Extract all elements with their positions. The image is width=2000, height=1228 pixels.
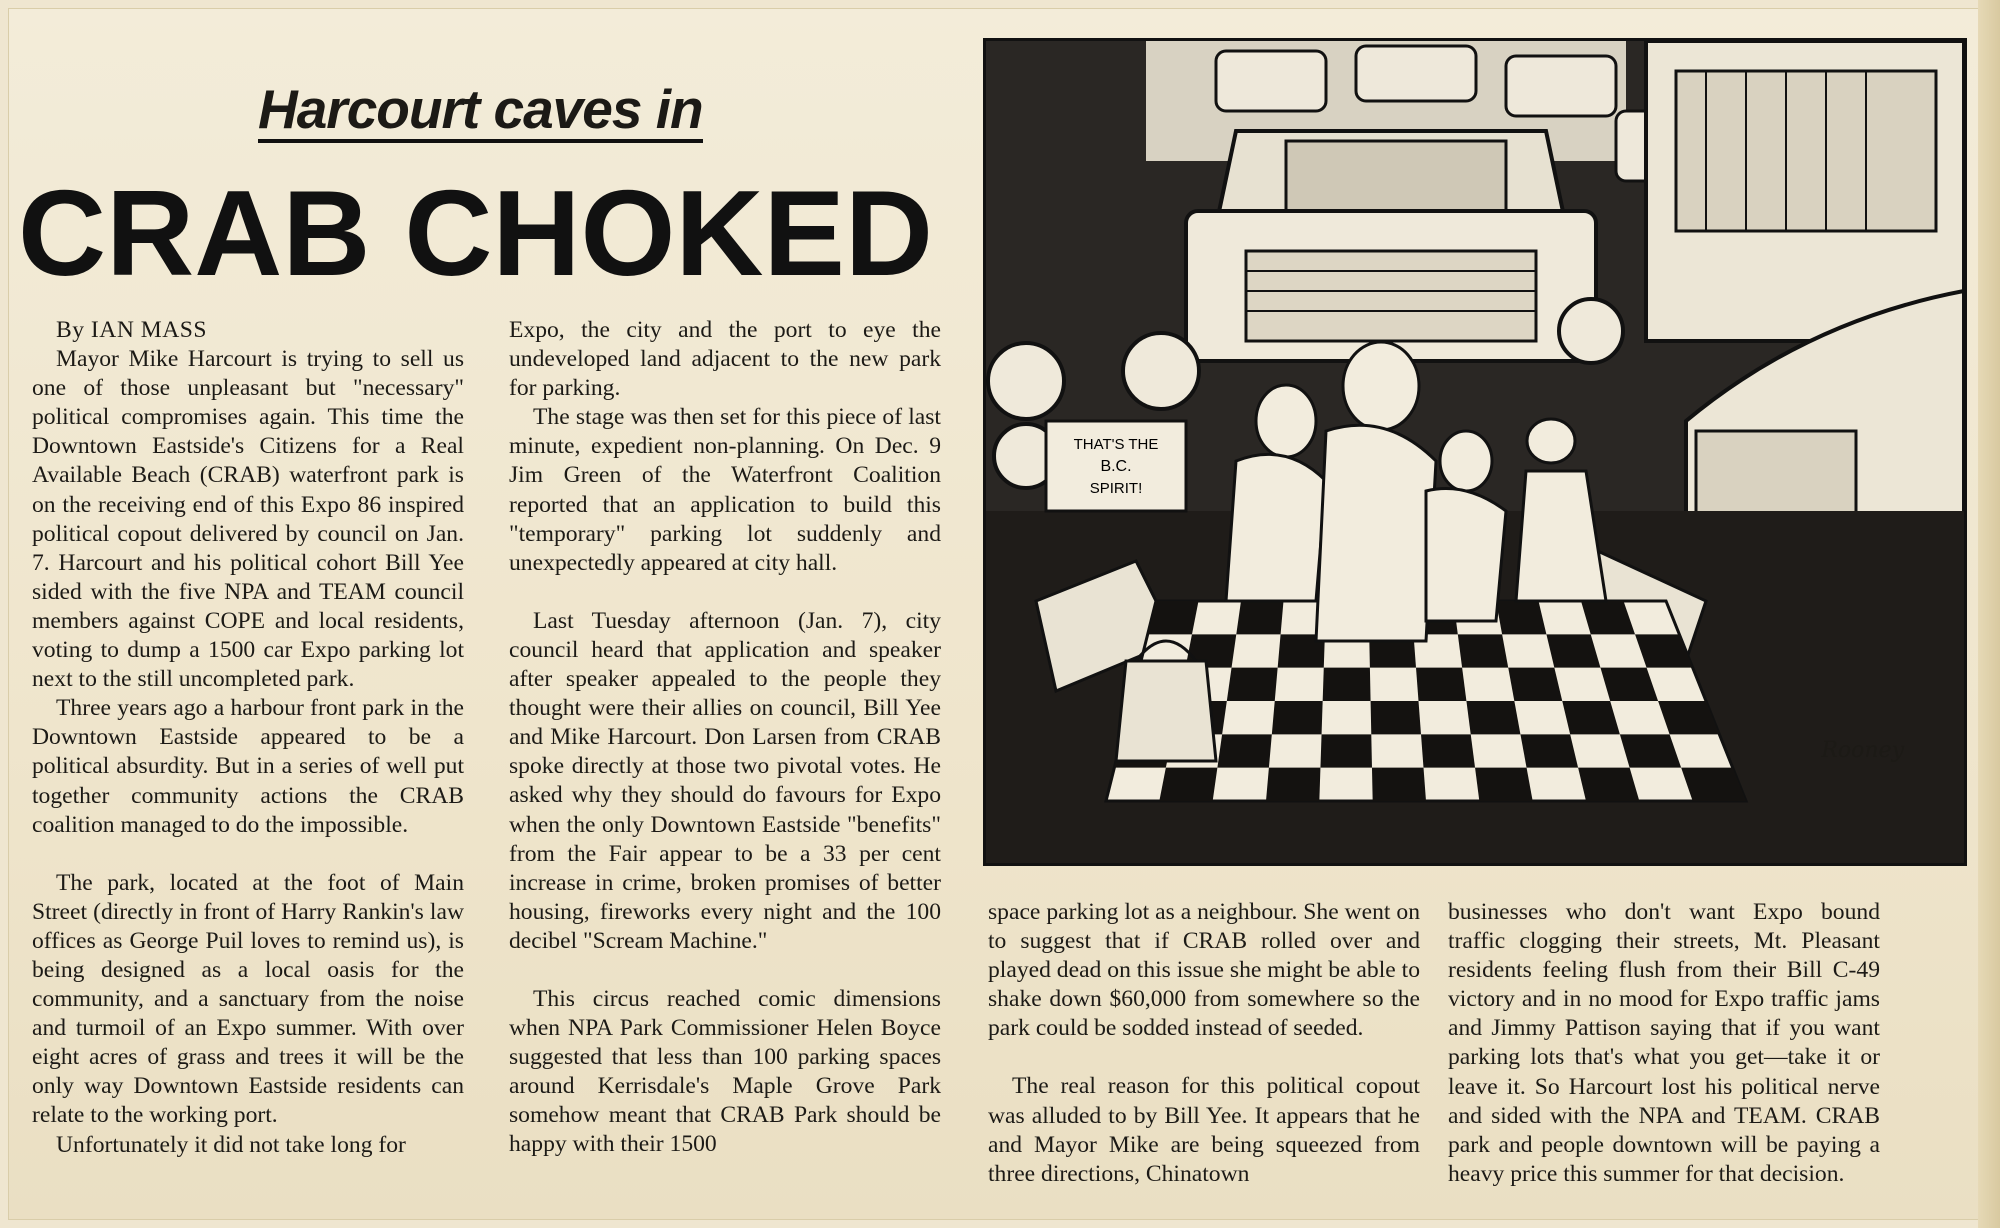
paragraph: The stage was then set for this piece of last minute, expedient non-planning. On Dec. 9 Jim Green of the Waterfront Coalition reported that an application to build this "temporary" parking lot suddenly and unexpectedly appeared at city hall. xyxy=(509,404,941,576)
article-byline: By IAN MASS xyxy=(56,317,208,343)
blanket-square xyxy=(1227,668,1278,701)
paper-edge xyxy=(1978,0,2000,1228)
paragraph: Mayor Mike Harcourt is trying to sell us one of those unpleasant but "necessary" political compromises again. This time the Downtown Eastside's Citizens for a Real Available Beach (CRAB) waterfront park is on the receiving end of this Expo 86 inspired political copout delivered by council on Jan. 7. Harcourt and his political cohort Bill Yee sided with the five NPA and TEAM council members against COPE and local residents, voting to dump a 1500 car Expo parking lot next to the still uncompleted park. xyxy=(32,346,464,693)
blanket-square xyxy=(1562,701,1620,734)
paragraph: space parking lot as a neighbour. She went on to suggest that if CRAB rolled over and played dead on this issue she might be able to shake down $60,000 from somewhere so the park could be sodded instead of seeded. xyxy=(988,899,1420,1042)
paragraph: Unfortunately it did not take long for xyxy=(56,1131,406,1158)
blanket-square xyxy=(1578,768,1639,801)
article-column-4 xyxy=(1448,898,1880,1189)
blanket-square xyxy=(1421,734,1475,767)
blanket-square xyxy=(1323,668,1371,701)
blanket-square xyxy=(1520,734,1578,767)
blanket-square xyxy=(1236,601,1283,634)
paragraph: Three years ago a harbour front park in the Downtown Eastside appeared to be a political absurdity. But in a series of well put together community actions the CRAB coalition managed to do the impossible. xyxy=(32,695,464,838)
blanket-square xyxy=(1475,768,1533,801)
blanket-square xyxy=(1159,768,1217,801)
paragraph: This circus reached comic dimensions when NPA Park Commissioner Helen Boyce suggested that less than 100 parking spaces around Kerrisdale's Maple Grove Park somehow meant that CRAB Park should be happy with their 1500 xyxy=(509,985,941,1158)
paragraph: Expo, the city and the port to eye the undeveloped land adjacent to the new park for parking. xyxy=(509,317,941,402)
article-kicker: Harcourt caves in xyxy=(258,82,703,143)
blanket-square xyxy=(1496,601,1546,634)
blanket-square xyxy=(1372,768,1426,801)
paragraph: Last Tuesday afternoon (Jan. 7), city council heard that application and speaker after speaker appealed to the people they thought were their allies on council, Bill Yee and Mike Harcourt. Don Larsen from CRAB spoke directly at those two pivotal votes. He asked why they should do favours for Expo when the only Downtown Eastside "benefits" from the Fair appear to be a 33 per cent increase in crime, broken promises of better housing, fireworks every night and the 100 decibel "Scream Machine." xyxy=(509,607,941,954)
sign-text: THAT'S THE xyxy=(1073,436,1159,453)
blanket-square xyxy=(1217,734,1271,767)
cartoonist-signature: Rooney xyxy=(1821,738,1904,763)
paragraph: The real reason for this political copout was alluded to by Bill Yee. It appears that he and Mayor Mike are being squeezed from three directions, Chinatown xyxy=(988,1073,1420,1187)
cartoon-drawing xyxy=(986,41,1964,863)
blanket-square xyxy=(1371,701,1421,734)
paragraph: businesses who don't want Expo bound traffic clogging their streets, Mt. Pleasant residents feeling flush from their Bill C-49 victory and in no mood for Expo traffic jams and Jimmy Pattison saying that if you want parking lots that's what you get—take it or leave it. So Harcourt lost his political nerve and sided with the NPA and TEAM. CRAB park and people downtown will be paying a heavy price this summer for that decision. xyxy=(1448,899,1880,1187)
blanket-square xyxy=(1416,668,1466,701)
blanket-square xyxy=(1272,701,1323,734)
article-column-3 xyxy=(988,898,1420,1189)
blanket-square xyxy=(1458,634,1508,667)
editorial-cartoon xyxy=(983,38,1967,866)
blanket-square xyxy=(1508,668,1562,701)
article-column-1 xyxy=(32,316,464,1160)
blanket-square xyxy=(1266,768,1320,801)
blanket-square xyxy=(1466,701,1520,734)
sign-text: B.C. xyxy=(1100,458,1132,475)
paragraph: The park, located at the foot of Main Street (directly in front of Harry Rankin's law offices as George Puil loves to remind us), is being designed as a local oasis for the community, and a sanctuary from the noise and turmoil of an Expo summer. With over eight acres of grass and trees it will be the only way Downtown Eastside residents can relate to the working port. xyxy=(32,869,464,1129)
sign-text: SPIRIT! xyxy=(1089,480,1143,497)
blanket-square xyxy=(1320,734,1372,767)
article-headline: CRAB CHOKED xyxy=(18,165,933,301)
article-column-2 xyxy=(509,316,941,1160)
blanket-square xyxy=(1148,601,1199,634)
